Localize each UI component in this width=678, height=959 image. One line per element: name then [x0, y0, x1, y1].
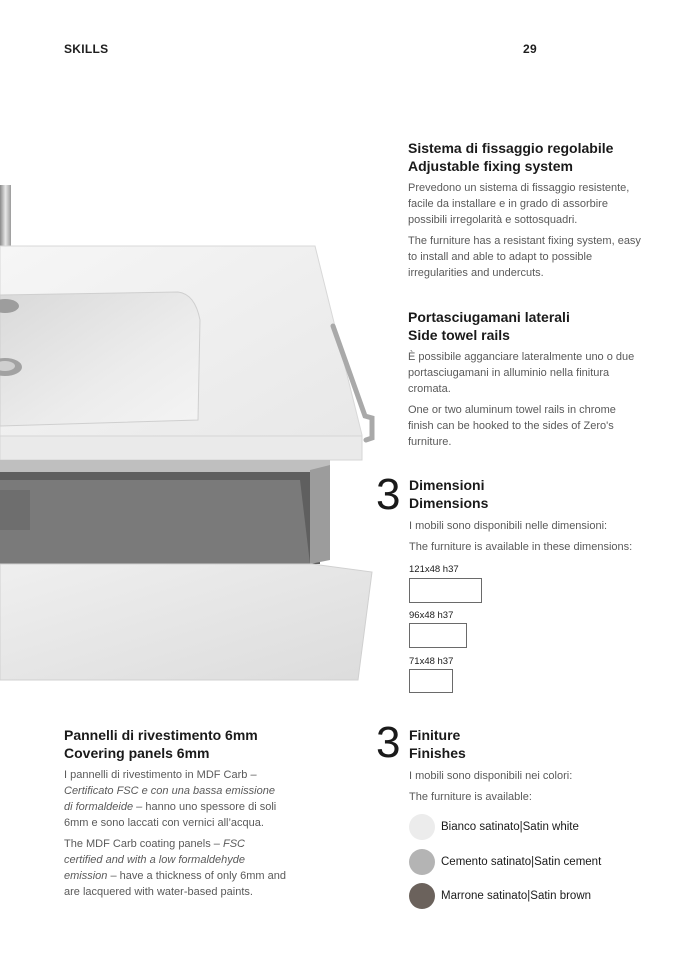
vanity-illustration	[0, 180, 380, 685]
swatch-label-satin-brown	[441, 890, 591, 902]
panels-text-it-1: I pannelli di rivestimento in MDF Carb	[64, 769, 248, 781]
panels-section	[64, 726, 286, 905]
finishes-title-en: Finishes	[409, 745, 466, 761]
towel-title-en: Side towel rails	[408, 327, 510, 343]
dimensions-text-it: I mobili sono disponibili nelle dimensioni:	[409, 520, 608, 532]
fixing-section	[408, 139, 643, 286]
swatch-label-white-it: Bianco satinato	[441, 821, 520, 833]
finishes-text-it: I mobili sono disponibili nei colori:	[409, 770, 573, 782]
panels-text-it-3: hanno uno spessore di soli 6mm e sono laccati con vernici all’acqua.	[64, 801, 277, 829]
fixing-text-it: Prevedono un sistema di fissaggio resistente, facile da installare e in grado di assorbire possibili irregolarità e sottosquadri.	[408, 182, 630, 226]
divider: |	[527, 890, 531, 902]
panels-text-it	[64, 767, 286, 831]
swatch-label-brown-it: Marrone satinato	[441, 890, 528, 902]
dimensions-text-en: The furniture is available in these dimensions:	[409, 541, 633, 553]
size-label-96: 96x48 h37	[409, 610, 454, 621]
swatch-satin-white	[409, 814, 435, 840]
size-box-71	[409, 669, 453, 693]
page-number: 29	[523, 42, 537, 56]
dimensions-section	[409, 476, 649, 560]
swatch-label-satin-white	[441, 821, 579, 833]
dimensions-title-en: Dimensions	[409, 495, 489, 511]
swatch-satin-brown	[409, 883, 435, 909]
panels-title-en: Covering panels 6mm	[64, 745, 210, 761]
swatch-label-white-en: Satin white	[522, 821, 579, 833]
size-label-121: 121x48 h37	[409, 564, 459, 575]
section-title: SKILLS	[64, 42, 109, 56]
panels-title-it: Pannelli di rivestimento 6mm	[64, 727, 258, 743]
swatch-label-satin-cement	[441, 856, 601, 868]
swatch-label-brown-en: Satin brown	[530, 890, 592, 902]
towel-text-it: È possibile agganciare lateralmente uno o due portasciugamani in alluminio nella finitura cromata.	[408, 351, 635, 395]
size-box-121	[409, 578, 482, 603]
size-box-96	[409, 623, 467, 648]
panels-text-en-2: FSC certified and with a low formaldehyde emission	[64, 838, 245, 882]
swatch-label-cement-en: Satin cement	[534, 856, 602, 868]
fixing-title-en: Adjustable fixing system	[408, 158, 573, 174]
drawer-front	[0, 564, 372, 680]
towel-text-en: One or two aluminum towel rails in chrome finish can be hooked to the sides of Zero's furniture.	[408, 404, 616, 448]
panels-text-en	[64, 836, 286, 900]
swatch-satin-cement	[409, 849, 435, 875]
panels-text-en-1: The MDF Carb coating panels –	[64, 838, 220, 850]
fixing-text-en: The furniture has a resistant fixing system, easy to install and able to adapt to possible irregularities and undercuts.	[408, 235, 641, 279]
divider: |	[531, 856, 535, 868]
finishes-section	[409, 726, 649, 810]
towel-section	[408, 308, 638, 455]
dimensions-number: 3	[376, 470, 401, 519]
panels-text-it-2: – Certificato FSC e con una bassa emissione di formaldeide –	[64, 769, 275, 813]
finishes-number: 3	[376, 718, 401, 767]
divider: |	[519, 821, 523, 833]
panels-text-en-3: – have a thickness of only 6mm and are lacquered with water-based paints.	[64, 870, 286, 898]
dimensions-title-it: Dimensioni	[409, 477, 485, 493]
towel-title-it: Portasciugamani laterali	[408, 309, 570, 325]
finishes-title-it: Finiture	[409, 727, 461, 743]
swatch-label-cement-it: Cemento satinato	[441, 856, 532, 868]
fixing-title-it: Sistema di fissaggio regolabile	[408, 140, 614, 156]
size-label-71: 71x48 h37	[409, 656, 454, 667]
finishes-text-en: The furniture is available:	[409, 791, 532, 803]
